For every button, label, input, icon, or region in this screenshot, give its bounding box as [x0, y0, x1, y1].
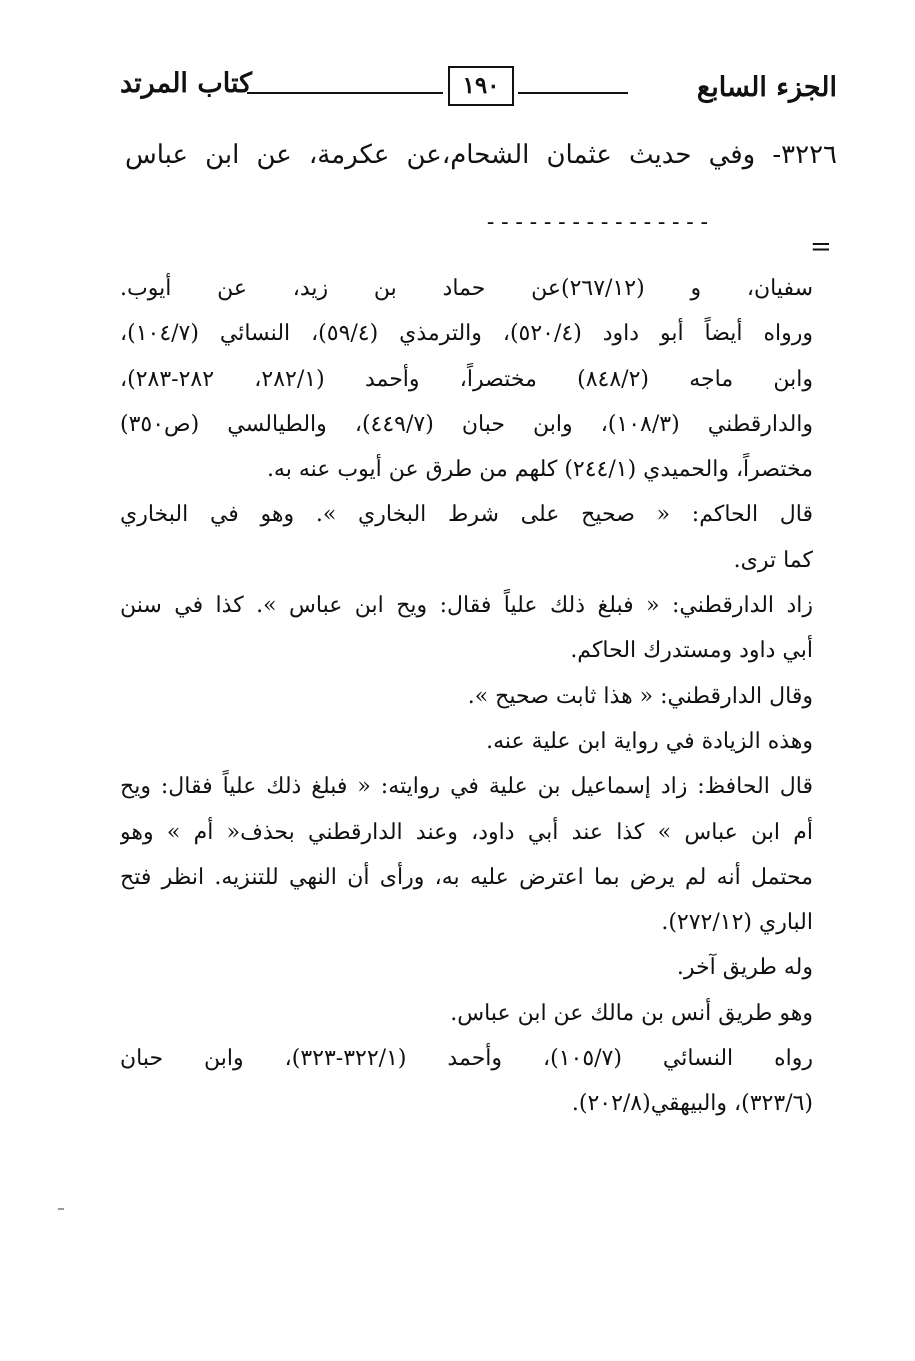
continuation-mark: = [810, 232, 832, 262]
page-number: ١٩٠ [448, 66, 514, 106]
header-rule-left [247, 92, 443, 94]
footnote-line: سفيان، و (٢٦٧/١٢)عن حماد بن زيد، عن أيوب. [120, 276, 813, 301]
footnote-line: رواه النسائي (١٠٥/٧)، وأحمد (٣٢٢/١-٣٢٣)، وابن حبان [120, 1046, 813, 1072]
footnote-line: وله طريق آخر. [676, 955, 813, 981]
book-title-header: كتاب المرتد [120, 68, 252, 99]
footnote-line: وقال الدارقطني: « هذا ثابت صحيح ». [467, 683, 813, 709]
footnote-line: ورواه أيضاً أبو داود (٥٢٠/٤)، والترمذي (٥٩/٤)، النسائي (١٠٤/٧)، [120, 321, 813, 347]
footnote-line: زاد الدارقطني: « فبلغ ذلك علياً فقال: ويح ابن عباس ». كذا في سنن [120, 593, 813, 619]
footnote-line: قال الحافظ: زاد إسماعيل بن علية في روايته: « فبلغ ذلك علياً فقال: ويح [120, 774, 813, 800]
header-rule-right [518, 92, 628, 94]
footnote-line: (٣٢٣/٦)، والبيهقي(٢٠٢/٨). [571, 1091, 813, 1117]
footnote-line: كما ترى. [733, 547, 813, 573]
footnote-line: مختصراً، والحميدي (٢٤٤/١) كلهم من طرق عن أيوب عنه به. [266, 457, 813, 483]
footnote-line: وابن ماجه (٨٤٨/٢) مختصراً، وأحمد (٢٨٢/١، ٢٨٢-٢٨٣)، [120, 366, 813, 392]
footnote-line: والدارقطني (١٠٨/٣)، وابن حبان (٤٤٩/٧)، والطيالسي (ص٣٥٠) [120, 411, 813, 437]
footnote-line: وهذه الزيادة في رواية ابن علية عنه. [486, 728, 813, 754]
footnote-line: أم ابن عباس » كذا عند أبي داود، وعند الدارقطني بحذف« أم » وهو [120, 819, 813, 845]
footnote-line: قال الحاكم: « صحيح على شرط البخاري ». وهو في البخاري [120, 502, 813, 528]
footnote-separator: ---------------- [484, 210, 712, 235]
margin-speck [58, 1208, 64, 1210]
footnote-line: وهو طريق أنس بن مالك عن ابن عباس. [450, 1000, 813, 1026]
footnotes [120, 266, 813, 1127]
footnote-line: الباري (٢٧٢/١٢). [661, 910, 813, 936]
volume-header: الجزء السابع [696, 72, 837, 103]
footnote-line: أبي داود ومستدرك الحاكم. [570, 638, 813, 664]
footnote-line: محتمل أنه لم يرض بما اعترض عليه به، ورأى أن النهي للتنزيه. انظر فتح [120, 864, 813, 890]
hadith-text: ٣٢٢٦- وفي حديث عثمان الشحام،عن عكرمة، عن ابن عباس [125, 140, 837, 170]
